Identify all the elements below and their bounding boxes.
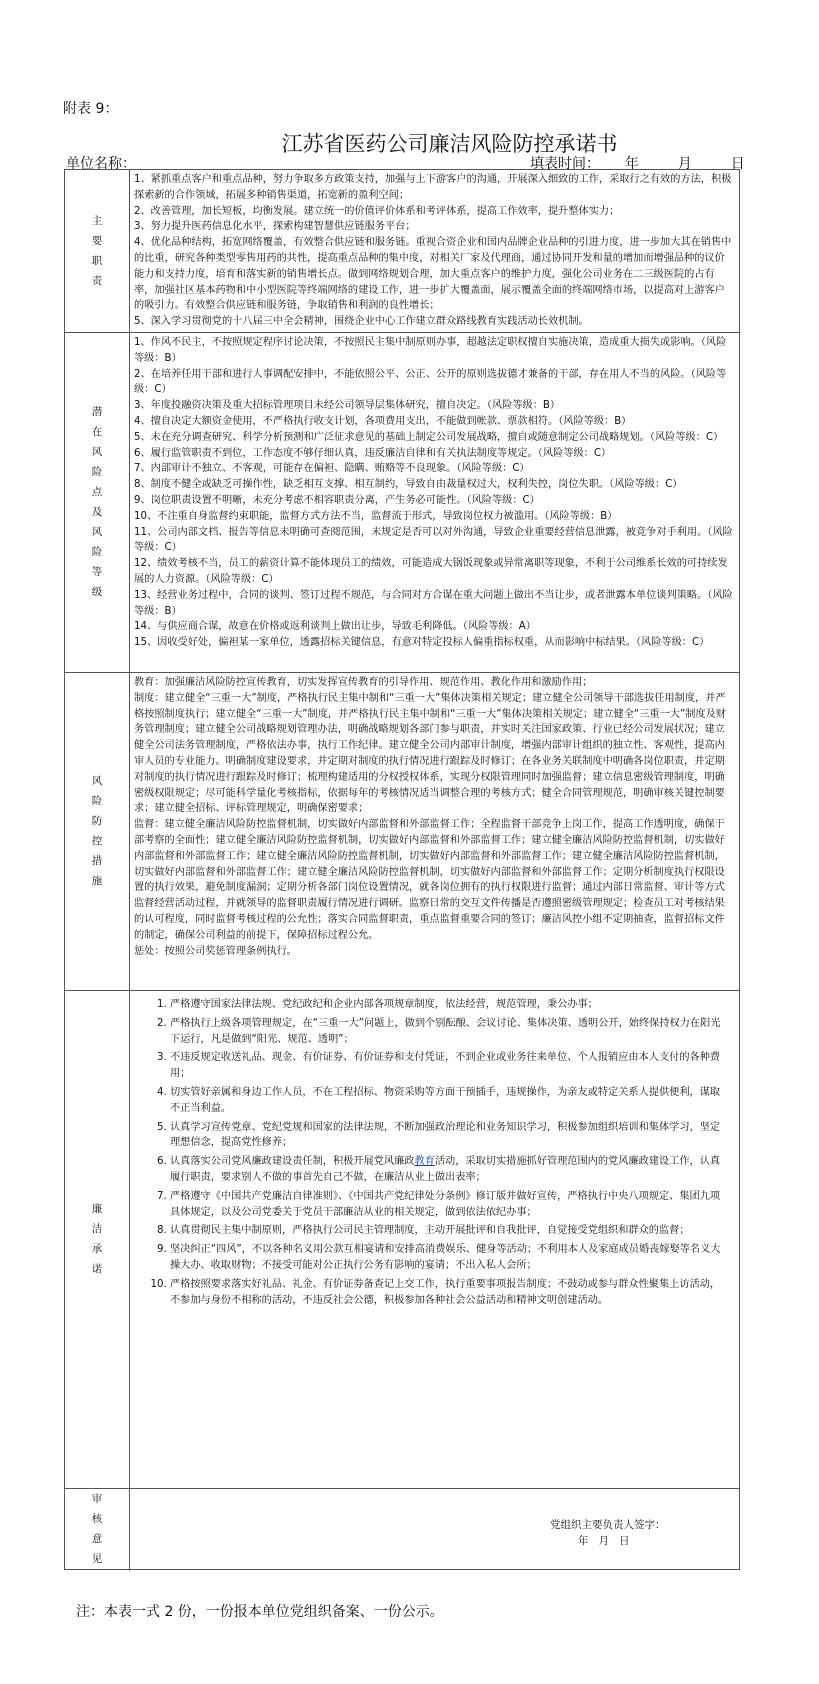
measures-content-cell — [130, 672, 740, 990]
review-date: 年 月 日 — [578, 1534, 630, 1547]
pledge-item: 8. 认真贯彻民主集中制原则，严格执行公司民主管理制度，主动开展批评和自我批评，自觉接受党组织和群众的监督； — [170, 1223, 729, 1239]
review-label: 审核意见 — [91, 1492, 103, 1565]
duties-label-cell — [65, 170, 130, 333]
fill-day-label: 日 — [730, 156, 745, 172]
unit-name-label: 单位名称： — [66, 156, 136, 172]
pledge-item: 1. 严格遵守国家法律法规、党纪政纪和企业内部各项规章制度，依法经营，规范管理，秉公办事； — [170, 997, 729, 1013]
risk-item: 12、绩效考核不当，员工的薪资计算不能体现员工的绩效，可能造成大锅饭现象或异常离职等现象，不利于公司维系长效的可持续发展的人力资源。（风险等级：C） — [134, 558, 728, 585]
pledge-item: 6. 认真落实公司党风廉政建设责任制，积极开展党风廉政教育活动，采取切实措施抓好管理范围内的党风廉政建设工作，认真履行职责，要求别人不做的事首先自己不做，在廉洁从业上做出表率； — [170, 1154, 729, 1186]
risks-label-cell — [65, 332, 130, 672]
pledge-row — [65, 990, 740, 1488]
measures-label-cell — [65, 672, 130, 990]
risk-item: 13、经营业务过程中，合同的谈判、签订过程不规范，与合同对方合谋在重大问题上做出不当让步，或者泄露本单位谈判策略。（风险等级：B） — [134, 589, 733, 617]
risks-content-cell — [130, 332, 740, 672]
measure-item: 教育：加强廉洁风险防控宣传教育，切实发挥宣传教育的引导作用、规范作用、教化作用和激励作用； — [134, 676, 593, 688]
pledge-label-cell — [65, 990, 130, 1488]
measure-item: 监督：建立健全廉洁风险防控监督机制，切实做好内部监督和外部监督工作；全程监督干部竞争上岗工作，提高工作透明度，确保干部考察的全面性；建立健全廉洁风险防控监督机制，切实做好内部监督和外部监督工作；建立健全廉洁风险防控监督机制，切实做好内部监督和外部监督工作；建立健全廉洁风险防控监督机制，切实做好内部监督和外部监督工作；建立健全廉洁风险防控监督机制，切实做好内部监督和外部监督工作；建立健全廉洁风险防控监督机制，切实做好内部监督和外部监督工作；定期分析制度执行权限设置的执行效果，避免制度漏洞；定期分析各部门岗位设置情况，就各岗位拥有的执行权限进行监督；通过内部日常监督、审计等方式监督经营活动过程，并就领导的监督职责履行情况进行调研。监察日常的交互文件传播是否遵照密级管理规定；检查员工对考核结果的认可程度，同时监督考核过程的公允性；落实合同监督职责，重点监督重要合同的签订；廉洁风控小组不定期抽查，监督招标文件的制定，确保公司利益的前提下，保障招标过程公允。 — [134, 819, 725, 941]
pledge-form-table — [64, 169, 740, 1570]
review-row — [65, 1488, 740, 1569]
risk-item: 11、公司内部文档、报告等信息未明确可查阅范围，未规定是否可以对外沟通，导致企业重要经营信息泄露，被竞争对手利用。（风险等级：C） — [134, 526, 733, 554]
risk-item: 10、不注重自身监督约束职能，监督方式方法不当，监督流于形式，导致岗位权力被滥用。（风险等级：B） — [134, 510, 618, 522]
pledge-label: 廉洁承诺 — [91, 1203, 103, 1276]
fill-month-label: 月 — [677, 156, 692, 172]
risk-item: 7、内部审计不独立、不客观，可能存在偏袒、隐瞒、贿赂等不良现象。（风险等级：C） — [134, 463, 530, 475]
measures-row — [65, 672, 740, 990]
fill-year-label: 年 — [624, 156, 639, 172]
risk-item: 5、未在充分调查研究、科学分析预测和广泛征求意见的基础上制定公司发展战略，擅自或随意制定公司战略规划。（风险等级：C） — [134, 431, 724, 443]
attachment-label: 附表 9： — [63, 101, 119, 117]
pledge-item: 9. 坚决纠正“四风”，不以各种名义用公款互相宴请和安排高消费娱乐、健身等活动；不利用本人及家庭成员婚丧嫁娶等名义大操大办、收取财物；不接受可能对公正执行公务有影响的宴请；不出入私人会所； — [170, 1242, 729, 1274]
risk-item: 4、擅自决定大额资金使用，不严格执行收支计划，各项费用支出，不能做到帐款、票款相符。（风险等级：B） — [134, 415, 632, 427]
risk-item: 1、作风不民主，不按照规定程序讨论决策，不按照民主集中制原则办事，超越法定职权擅自实施决策，造成重大损失或影响。（风险等级：B） — [134, 336, 727, 364]
duty-item: 3、努力提升医药信息化水平，探索构建智慧供应链服务平台； — [134, 221, 416, 233]
pledge-item: 10. 严格按照要求落实好礼品、礼金、有价证券备查记上交工作，执行重要事项报告制度；不鼓动或参与群众性聚集上访活动，不参加与身份不相称的活动，不违反社会公德，积极参加各种社会公益活动和精神文明创建活动。 — [170, 1277, 729, 1309]
risk-item: 3、年度投融资决策及重大招标管理项目未经公司领导层集体研究，擅自决定。（风险等级：B） — [134, 400, 561, 412]
risk-item: 9、岗位职责设置不明晰，未充分考虑不相容职责分离，产生务必可能性。（风险等级：C） — [134, 494, 540, 506]
review-content-cell — [130, 1488, 740, 1569]
risk-item: 15、因收受好处，偏袒某一家单位，透露招标关键信息，有意对特定投标人偏重指标权重，从而影响中标结果。（风险等级：C） — [134, 637, 710, 649]
fill-time-label: 填表时间： — [530, 156, 600, 172]
measure-item: 惩处：按照公司奖惩管理条例执行。 — [134, 945, 297, 957]
duties-row — [65, 170, 740, 333]
pledge-item: 4. 切实管好亲属和身边工作人员，不在工程招标、物资采购等方面干预插手，违规操作，为亲友或特定关系人提供便利，谋取不正当利益。 — [170, 1085, 729, 1117]
risk-item: 8、制度不健全或缺乏可操作性，缺乏相互支撑、相互制约，导致自由裁量权过大，权利失控，岗位失职。（风险等级：C） — [134, 479, 683, 491]
pledge-item: 5. 认真学习宣传党章、党纪党规和国家的法律法规，不断加强政治理论和业务知识学习，积极参加组织培训和集体学习，坚定理想信念，提高党性修养； — [170, 1120, 729, 1152]
measures-label: 风险防控措施 — [91, 775, 103, 888]
duties-content — [130, 170, 739, 332]
pledge-item: 7. 严格遵守《中国共产党廉洁自律准则》、《中国共产党纪律处分条例》修订版并做好宣传，严格执行中央八项规定、集团九项具体规定，以及公司党委关于党员干部廉洁从业的相关规定，做到依法依纪办事； — [170, 1189, 729, 1221]
duties-content-cell — [130, 170, 740, 333]
measures-content — [130, 673, 739, 961]
education-link[interactable]: 教育 — [414, 1156, 435, 1168]
risk-item: 6、履行监管职责不到位，工作态度不够仔细认真，违反廉洁自律和有关执法制度等规定。（风险等级：C） — [134, 447, 612, 459]
review-sign-label: 党组织主要负责人签字： — [550, 1518, 666, 1531]
duty-item: 2、改善管理，加长短板，均衡发展。建立统一的价值评价体系和考评体系，提高工作效率，提升整体实力； — [134, 205, 620, 217]
pledge-content-cell — [130, 990, 740, 1488]
footer-note: 注：本表一式 2 份，一份报本单位党组织备案、一份公示。 — [76, 1604, 444, 1620]
risk-item: 14、与供应商合谋，故意在价格或返利谈判上做出让步，导致毛利降低。（风险等级：A） — [134, 621, 536, 633]
duties-label: 主要职责 — [91, 214, 103, 287]
review-label-cell — [65, 1488, 130, 1569]
pledge-list — [130, 991, 739, 1308]
duty-item: 5、深入学习贯彻党的十八届三中全会精神，围绕企业中心工作建立群众路线教育实践活动长效机制。 — [134, 316, 589, 328]
risks-label: 潜在风险点及风险等级 — [91, 406, 103, 599]
risk-item: 2、在培养任用干部和进行人事调配安排中，不能依照公平、公正、公开的原则选拔德才兼备的干部，存在用人不当的风险。（风险等级：C） — [134, 368, 727, 396]
duty-item: 1、紧抓重点客户和重点品种，努力争取多方政策支持，加强与上下游客户的沟通，开展深入细致的工作，采取行之有效的方法，积极探索新的合作领域，拓展多种销售渠道，拓宽新的盈利空间； — [134, 174, 732, 201]
document-title: 江苏省医药公司廉洁风险防控承诺书 — [281, 132, 618, 156]
pledge-item: 2. 严格执行上级各项管理规定，在“三重一大”问题上，做到个别酝酿、会议讨论、集体决策、透明公开，始终保持权力在阳光下运行，凡是做到“阳光、规范、透明”； — [170, 1016, 729, 1048]
duty-item: 4、优化品种结构，拓宽网络覆盖，有效整合供应链和服务链。重视合资企业和国内品牌企业品种的引进力度，进一步加大其在销售中的比重，研究各种类型零售用药的共性，提高重点品种的集中度，对相关厂家及代理商，通过协同开发和量的增加而增强品种的议价能力和支持力度，培育和落实新的销售增长点。做到网络规划合理，加大重点客户的维护力度，强化公司业务在二三级医院的占有率，加强社区基本药物和中小型医院等终端网络的建设工作，进一步扩大覆盖面，展示覆盖全面的终端网络市场，以提高对上游客户的吸引力。有效整合供应链和服务链，争取销售和利润的良性增长； — [134, 237, 732, 312]
pledge-item: 3. 不违反规定收送礼品、现金、有价证券、有价证券和支付凭证，不到企业或业务往来单位、个人报销应由本人支付的各种费用； — [170, 1050, 729, 1082]
risks-content — [130, 333, 739, 653]
risks-row — [65, 332, 740, 672]
measure-item: 制度：建立健全“三重一大”制度，严格执行民主集中制和“三重一大”集体决策相关规定；建立健全公司领导干部选拔任用制度，并严格按照制度执行；建立健全“三重一大”制度，并严格执行民主集中制和“三重一大”集体决策相关规定；建立健全“三重一大”制度及财务管理制度；建立健全公司战略规划管理办法，明确战略规划各部门参与职责，并实时关注国家政策、行业已经公司发展状况；建立健全公司法务管理制度，严格依法办事，执行工作纪律。建立健全公司内部审计制度，增强内部审计组织的独立性、客观性，提高内审人员的专业能力。明确制度建设要求，并定期对制度的执行情况进行跟踪及时修订；在各业务关联制度中明确各岗位职责，并定期对制度的执行情况进行跟踪及时修订；梳理构建适用的分权授权体系，实现分权限管理同时加强监督；建立信息密级管理制度，明确密级权限规定；尽可能科学量化考核指标，依据每年的考核情况适当调整合理的考核方式；健全合同管理规范，明确审核关键控制要求；建立健全招标、评标管理规定，明确保密要求； — [134, 692, 726, 815]
